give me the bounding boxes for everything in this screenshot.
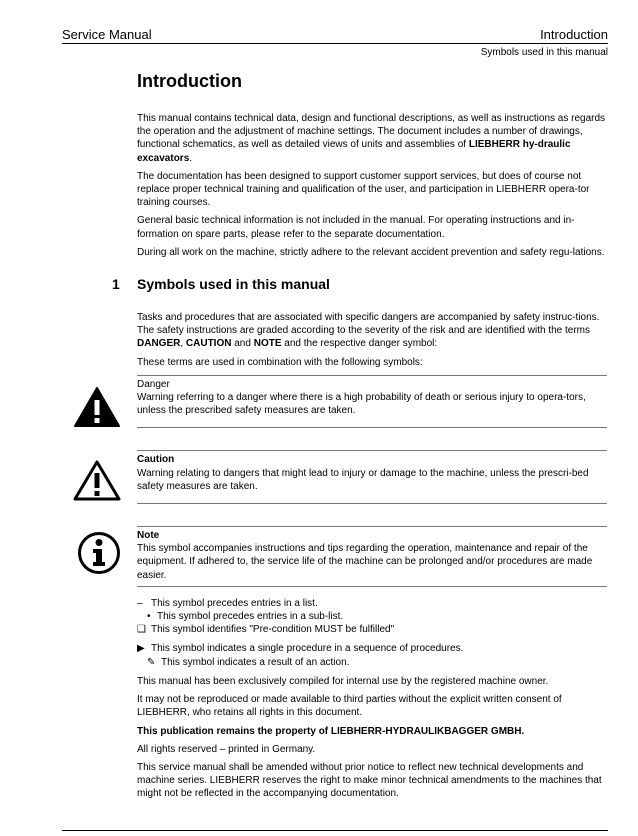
closing-paragraph-2: It may not be reproduced or made available to third parties without the explicit written consent of LIEBHERR, who retains all rights in this document.: [137, 694, 562, 719]
danger-block: [137, 375, 607, 429]
section-title: Symbols used in this manual: [137, 276, 330, 293]
note-block: [137, 526, 607, 587]
legend-procedure-item: ▶ This symbol indicates a single procedure in a sequence of procedures.: [137, 643, 464, 655]
legend-dash-item: – This symbol precedes entries in a list.: [137, 597, 318, 609]
closing-paragraph-4: All rights reserved – printed in Germany.: [137, 743, 316, 755]
bullet-marker: •: [147, 611, 151, 623]
caution-block: [137, 450, 607, 504]
page-content: [112, 70, 607, 806]
header-manual-title: Service Manual: [62, 27, 152, 42]
footer-rule: [62, 830, 608, 831]
closing-paragraph-1: This manual has been exclusively compiled for internal use by the registered machine owner.: [137, 675, 549, 687]
caution-text: Warning relating to dangers that might lead to injury or damage to the machine, unless the prescri-bed safety measures are taken.: [137, 467, 589, 492]
arrow-right-icon: ▶: [137, 643, 145, 655]
section-number: 1: [112, 276, 120, 293]
header-rule: [62, 43, 608, 44]
section-heading: [112, 275, 607, 293]
brand-name: LIEBHERR hy-draulic excavators: [137, 139, 571, 164]
closing-paragraph-3: This publication remains the property of LIEBHERR-HYDRAULIKBAGGER GMBH.: [137, 725, 525, 737]
header-chapter-title: Introduction: [540, 27, 608, 42]
danger-text: Warning referring to a danger where there is a high probability of death or serious injury to opera-tors, unless the prescribed safety measures are taken.: [137, 392, 586, 417]
legend-bullet-item: • This symbol precedes entries in a sub-list.: [147, 611, 344, 623]
section-paragraph-1: Tasks and procedures that are associated with specific dangers are accompanied by safety instruc-tions. The safety instructions are graded according to the severity of the risk and are identified with the terms DANGER, CAUTION and NOTE and the respective danger symbol:: [137, 312, 600, 350]
danger-filled-triangle-icon: [73, 386, 121, 432]
intro-paragraph-1: This manual contains technical data, design and functional descriptions, as well as instructions as regards the operation and the adjustment of machine settings. The document includes a number of drawings, functional schematics, as well as detailed views of units and assemblies of LIEBHERR hy-draulic excavators.: [137, 113, 606, 164]
note-title: Note: [137, 530, 160, 542]
header-section-subtitle: Symbols used in this manual: [480, 47, 608, 58]
page-title: Introduction: [137, 71, 242, 91]
intro-paragraph-4: During all work on the machine, strictly adhere to the relevant accident prevention and safety regu-lations.: [137, 246, 605, 258]
checkbox-icon: ❑: [137, 624, 146, 636]
note-text: This symbol accompanies instructions and tips regarding the operation, maintenance and repair of the equipment. If adhered to, the service life of the machine can be prolonged and/or procedures are made easier.: [137, 543, 593, 581]
legend-result-item: ✎ This symbol indicates a result of an action.: [147, 656, 350, 668]
caution-title: Caution: [137, 454, 175, 466]
closing-paragraph-5: This service manual shall be amended without prior notice to reflect new technical developments and machine series. LIEBHERR reserves the right to make minor technical amendments to the machines that might not be reflected in the accompanying documentation.: [137, 761, 602, 800]
intro-paragraph-3: General basic technical information is not included in the manual. For operating instructions and in-formation on spare parts, please refer to the separate documentation.: [137, 215, 575, 240]
legend-precondition-item: ❑ This symbol identifies "Pre-condition MUST be fulfilled": [137, 624, 395, 636]
danger-title: Danger: [137, 378, 170, 390]
caution-outline-triangle-icon: [73, 459, 121, 505]
result-pencil-icon: ✎: [147, 656, 156, 668]
intro-paragraph-2: The documentation has been designed to support customer support services, but does of course not replace proper technical training and qualification of the user, and participation in LIEBHERR opera-tor training courses.: [137, 170, 590, 209]
section-paragraph-2: These terms are used in combination with the following symbols:: [137, 356, 423, 368]
dash-marker: –: [137, 597, 143, 609]
info-circle-icon: [77, 531, 121, 579]
